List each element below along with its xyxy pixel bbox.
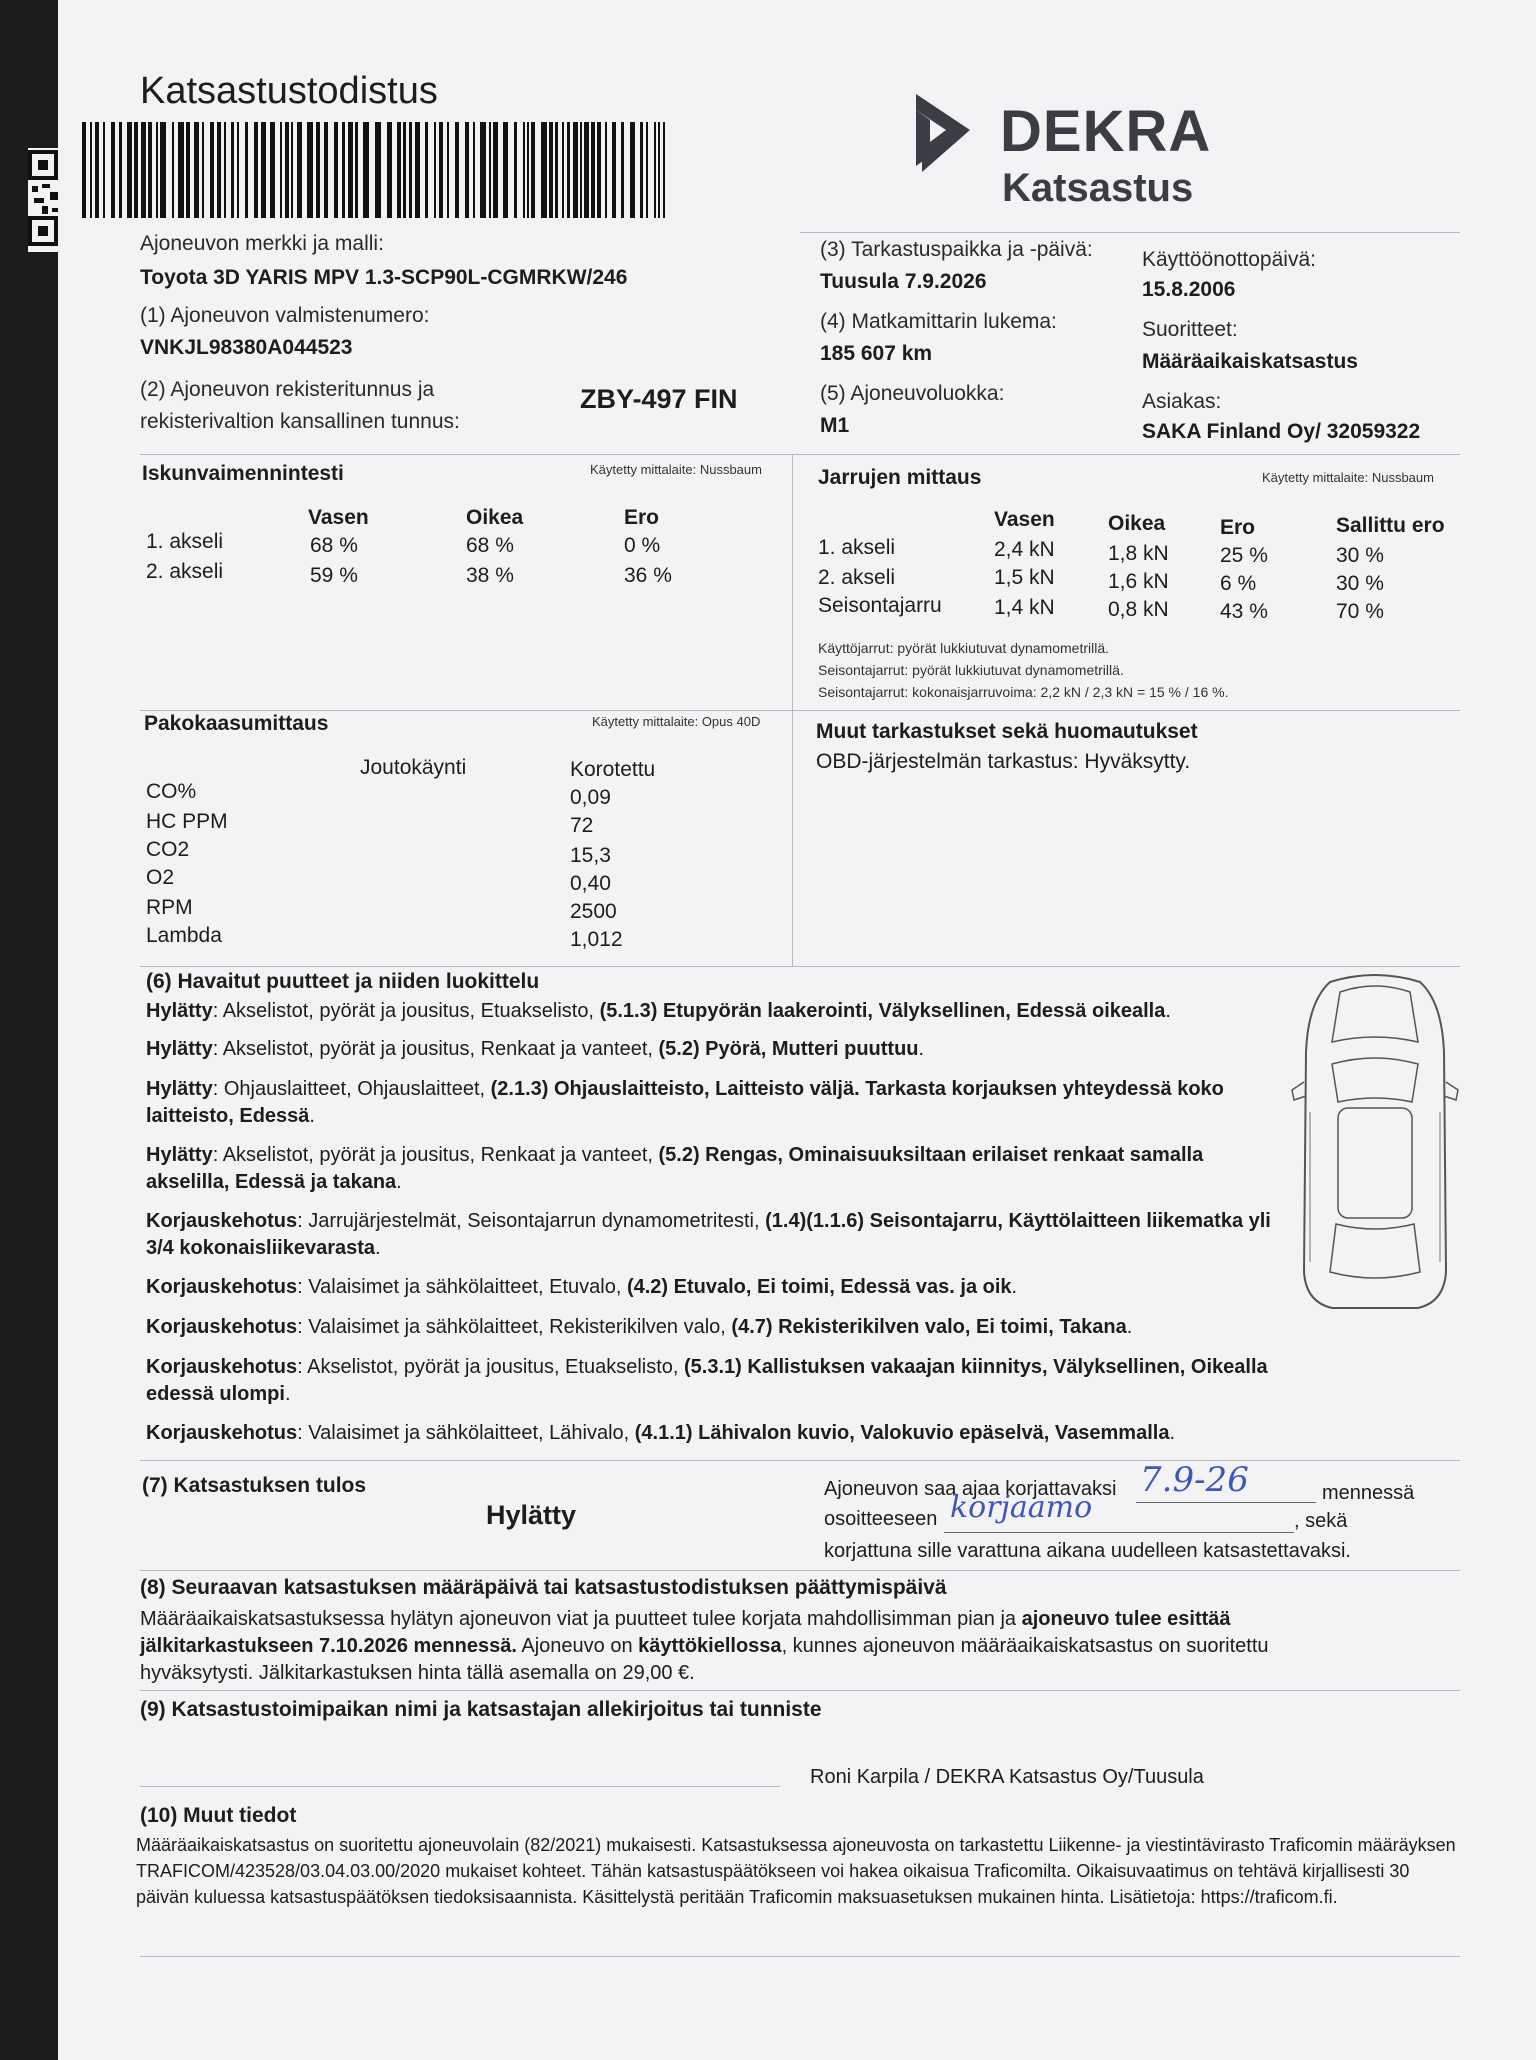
shock-cell: 38 % <box>466 564 514 587</box>
drive-date-handwritten: 7.9-26 <box>1140 1460 1249 1500</box>
odometer-value: 185 607 km <box>820 342 933 365</box>
exhaust-title: Pakokaasumittaus <box>144 712 329 735</box>
exhaust-value: 72 <box>570 814 594 837</box>
drive-text-1b: mennessä <box>1322 1482 1415 1504</box>
brakes-row-label: 2. akseli <box>818 566 896 589</box>
shock-cell: 59 % <box>310 564 358 587</box>
brakes-header-right: Oikea <box>1108 512 1166 535</box>
defect-item: Korjauskehotus: Valaisimet ja sähkölaitteet, Etuvalo, (4.2) Etuvalo, Ei toimi, Edessä vas. ja oik. <box>146 1276 1018 1298</box>
brakes-cell: 1,5 kN <box>994 566 1055 589</box>
next-inspection-text: Määräaikaiskatsastuksessa hylätyn ajoneuvon viat ja puutteet tulee korjata mahdollisimman pian ja ajoneuvo tulee esittää jälkitarkastukseen 7.10.2026 mennessä. Ajoneuvo on käyttökiellossa, kunnes ajoneuvon määräaikaiskatsastus on suoritettu hyväksytysti. Jälkitarkastuksen hinta tällä asemalla on 29,00 €. <box>140 1608 1269 1684</box>
defect-item: Hylätty: Akselistot, pyörät ja jousitus, Renkaat ja vanteet, (5.2) Pyörä, Mutteri puuttuu. <box>146 1038 925 1060</box>
brakes-cell: 1,4 kN <box>994 596 1055 619</box>
defect-item: Korjauskehotus: Valaisimet ja sähkölaitteet, Rekisterikilven valo, (4.7) Rekisterikilven valo, Ei toimi, Takana. <box>146 1316 1133 1338</box>
vin-label: (1) Ajoneuvon valmistenumero: <box>140 304 430 327</box>
other-checks-text: OBD-järjestelmän tarkastus: Hyväksytty. <box>816 750 1191 773</box>
drive-text-3: korjattuna sille varattuna aikana uudelleen katsastettavaksi. <box>824 1540 1351 1562</box>
shock-cell: 68 % <box>466 534 514 557</box>
brakes-cell: 30 % <box>1336 572 1384 595</box>
signature-name: Roni Karpila / DEKRA Katsastus Oy/Tuusula <box>810 1766 1204 1788</box>
brakes-cell: 43 % <box>1220 600 1268 623</box>
drive-text-2b: , sekä <box>1294 1510 1348 1532</box>
brakes-cell: 1,8 kN <box>1108 542 1169 565</box>
exhaust-header-raised: Korotettu <box>570 758 656 781</box>
brakes-cell: 0,8 kN <box>1108 598 1169 621</box>
defects-title: (6) Havaitut puutteet ja niiden luokittelu <box>146 970 540 993</box>
exhaust-header-idle: Joutokäynti <box>360 756 467 779</box>
brakes-cell: 70 % <box>1336 600 1384 623</box>
brakes-cell: 6 % <box>1220 572 1257 595</box>
brakes-cell: 30 % <box>1336 544 1384 567</box>
shock-header-right: Oikea <box>466 506 524 529</box>
other-checks-title: Muut tarkastukset sekä huomautukset <box>816 720 1198 743</box>
make-label: Ajoneuvon merkki ja malli: <box>140 232 384 255</box>
exhaust-value: 15,3 <box>570 844 611 867</box>
make-value: Toyota 3D YARIS MPV 1.3-SCP90L-CGMRKW/246 <box>140 266 628 289</box>
drive-text-1: Ajoneuvon saa ajaa korjattavaksi <box>824 1478 1117 1500</box>
exhaust-row-label: CO% <box>146 780 197 803</box>
exhaust-value: 2500 <box>570 900 617 923</box>
other-info-text: Määräaikaiskatsastus on suoritettu ajoneuvolain (82/2021) mukaisesti. Katsastuksessa ajoneuvosta on tarkastettu Liikenne- ja viestintävirasto Traficomin määräyksen TRAFICOM/423528/03.04.03.00/2020 mukaiset kohteet. Tähän katsastuspäätökseen voi hakea oikaisua Traficomilta. Oikaisuvaatimus on tehtävä kirjallisesti 30 päivän kuluessa katsastuspäätöksen tiedoksisaannista. Käsittelystä peritään Traficomin maksuasetuksen mukainen hinta. Lisätietoja: https://traficom.fi. <box>136 1835 1456 1907</box>
shock-title: Iskunvaimennintesti <box>142 462 344 485</box>
defect-item: Korjauskehotus: Akselistot, pyörät ja jousitus, Etuakselisto, (5.3.1) Kallistuksen vakaajan kiinnitys, Välyksellinen, Oikealla edessä ulompi. <box>146 1356 1268 1405</box>
class-value: M1 <box>820 414 850 437</box>
brakes-cell: 2,4 kN <box>994 538 1055 561</box>
performance-label: Suoritteet: <box>1142 318 1238 341</box>
dekra-logo-icon <box>912 90 976 174</box>
qr-code-icon <box>28 148 62 252</box>
brakes-cell: 1,6 kN <box>1108 570 1169 593</box>
brakes-note: Käyttöjarrut: pyörät lukkiutuvat dynamometrillä. <box>818 640 1110 656</box>
class-label: (5) Ajoneuvoluokka: <box>820 382 1005 405</box>
exhaust-value: 0,09 <box>570 786 611 809</box>
intro-date-label: Käyttöönottopäivä: <box>1142 248 1316 271</box>
exhaust-row-label: O2 <box>146 866 175 889</box>
shock-row-label: 2. akseli <box>146 560 224 583</box>
place-label: (3) Tarkastuspaikka ja -päivä: <box>820 238 1093 261</box>
exhaust-device: Käytetty mittalaite: Opus 40D <box>592 714 761 729</box>
shock-header-left: Vasen <box>308 506 369 529</box>
reg-value: ZBY-497 FIN <box>580 384 738 414</box>
dekra-logo-text: DEKRA <box>1000 99 1212 164</box>
vin-value: VNKJL98380A044523 <box>140 336 353 359</box>
document-title: Katsastustodistus <box>140 70 438 112</box>
brakes-header-diff: Ero <box>1220 516 1256 539</box>
odometer-label: (4) Matkamittarin lukema: <box>820 310 1057 333</box>
brakes-row-label: 1. akseli <box>818 536 896 559</box>
shock-cell: 36 % <box>624 564 672 587</box>
brakes-note: Seisontajarrut: pyörät lukkiutuvat dynamometrillä. <box>818 662 1124 678</box>
next-inspection-title: (8) Seuraavan katsastuksen määräpäivä tai katsastustodistuksen päättymispäivä <box>140 1576 947 1599</box>
defect-item: Hylätty: Ohjauslaitteet, Ohjauslaitteet, (2.1.3) Ohjauslaitteisto, Laitteisto väljä. Tarkasta korjauksen yhteydessä koko laitteisto, Edessä. <box>146 1078 1224 1127</box>
signature-title: (9) Katsastustoimipaikan nimi ja katsastajan allekirjoitus tai tunniste <box>140 1698 822 1721</box>
brakes-header-allowed: Sallittu ero <box>1336 514 1445 537</box>
intro-date-value: 15.8.2006 <box>1142 278 1236 301</box>
defect-item: Hylätty: Akselistot, pyörät ja jousitus, Etuakselisto, (5.1.3) Etupyörän laakerointi, Välyksellinen, Edessä oikealla. <box>146 1000 1171 1022</box>
reg-label-2: rekisterivaltion kansallinen tunnus: <box>140 410 460 433</box>
exhaust-row-label: CO2 <box>146 838 190 861</box>
result-value: Hylätty <box>486 1500 577 1530</box>
defect-item: Korjauskehotus: Valaisimet ja sähkölaitteet, Lähivalo, (4.1.1) Lähivalon kuvio, Valokuvio epäselvä, Vasemmalla. <box>146 1422 1176 1444</box>
dekra-logo-subtitle: Katsastus <box>1002 166 1194 210</box>
brakes-row-label: Seisontajarru <box>818 594 942 617</box>
client-value: SAKA Finland Oy/ 32059322 <box>1142 420 1421 443</box>
brakes-note: Seisontajarrut: kokonaisjarruvoima: 2,2 kN / 2,3 kN = 15 % / 16 %. <box>818 684 1229 700</box>
exhaust-row-label: RPM <box>146 896 193 919</box>
brakes-header-left: Vasen <box>994 508 1055 531</box>
exhaust-value: 1,012 <box>570 928 623 951</box>
exhaust-row-label: Lambda <box>146 924 222 947</box>
exhaust-value: 0,40 <box>570 872 611 895</box>
performance-value: Määräaikaiskatsastus <box>1142 350 1358 373</box>
drive-text-2: osoitteeseen <box>824 1508 938 1530</box>
shock-header-diff: Ero <box>624 506 660 529</box>
brakes-title: Jarrujen mittaus <box>818 466 982 489</box>
reg-label-1: (2) Ajoneuvon rekisteritunnus ja <box>140 378 435 401</box>
shock-cell: 0 % <box>624 534 661 557</box>
brakes-device: Käytetty mittalaite: Nussbaum <box>1262 470 1434 485</box>
shock-device: Käytetty mittalaite: Nussbaum <box>590 462 762 477</box>
place-value: Tuusula 7.9.2026 <box>820 270 987 293</box>
client-label: Asiakas: <box>1142 390 1222 413</box>
other-info-title: (10) Muut tiedot <box>140 1804 297 1827</box>
barcode-icon <box>82 122 672 218</box>
defect-item: Hylätty: Akselistot, pyörät ja jousitus, Renkaat ja vanteet, (5.2) Rengas, Ominaisuuksiltaan erilaiset renkaat samalla akselilla, Edessä ja takana. <box>146 1144 1204 1193</box>
brakes-cell: 25 % <box>1220 544 1268 567</box>
shock-cell: 68 % <box>310 534 358 557</box>
car-topview-icon <box>1290 972 1460 1314</box>
drive-address-handwritten: korjaamo <box>950 1490 1093 1525</box>
result-title: (7) Katsastuksen tulos <box>142 1474 367 1497</box>
exhaust-row-label: HC PPM <box>146 810 228 833</box>
shock-row-label: 1. akseli <box>146 530 224 553</box>
defect-item: Korjauskehotus: Jarrujärjestelmät, Seisontajarrun dynamometritesti, (1.4)(1.1.6) Seisontajarru, Käyttölaitteen liikematka yli 3/4 kokonaisliikevarasta. <box>146 1210 1271 1259</box>
